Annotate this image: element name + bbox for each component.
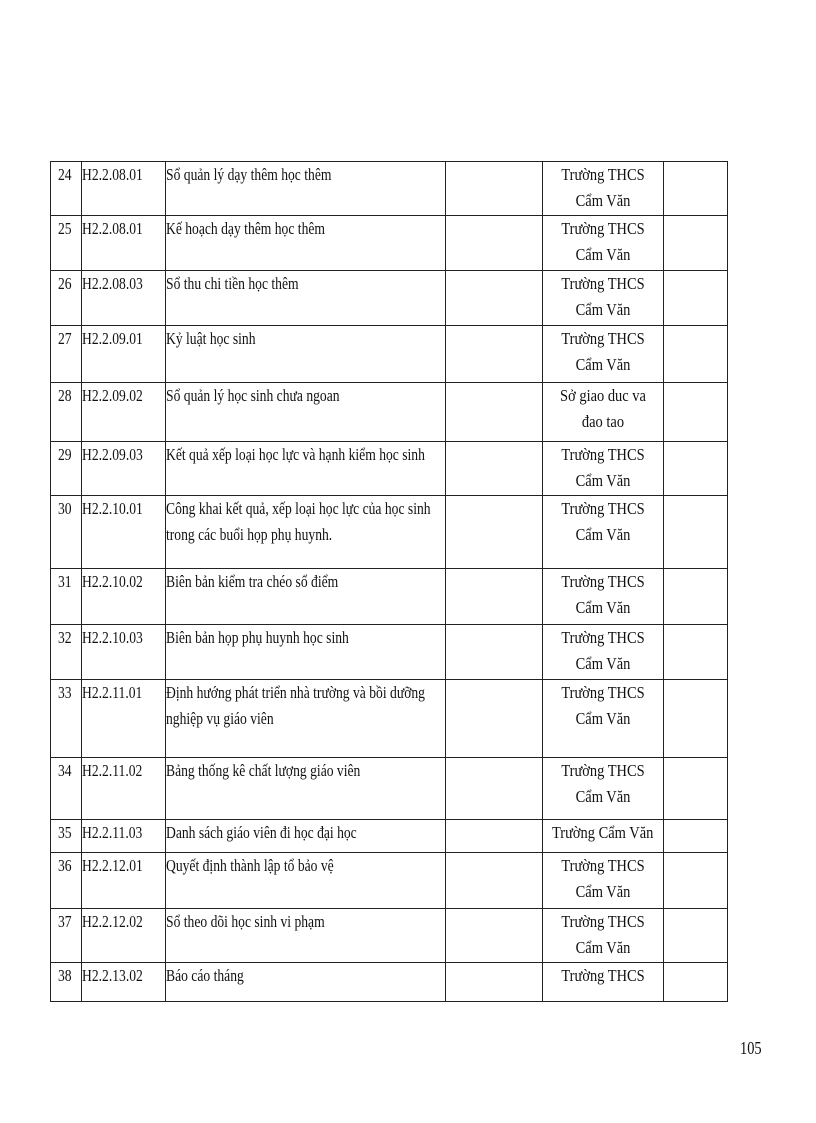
table-row [51, 625, 728, 680]
issuing-place-cell [543, 569, 664, 625]
issuing-place-cell-text: Trường THCS Cẩm Văn [561, 761, 645, 806]
evidence-name-cell-text: Danh sách giáo viên đi học đại học [166, 823, 357, 842]
evidence-code-cell [82, 216, 166, 271]
note-cell [664, 625, 728, 680]
evidence-name-cell-text: Báo cáo tháng [166, 966, 244, 985]
row-number-cell [51, 162, 82, 216]
table-row [51, 909, 728, 963]
table-row [51, 963, 728, 1002]
note-cell [664, 496, 728, 569]
evidence-name-cell [166, 162, 446, 216]
row-number-cell-text: 25 [57, 219, 72, 238]
evidence-code-cell [82, 271, 166, 326]
evidence-code-cell [82, 442, 166, 496]
row-number-cell [51, 758, 82, 820]
row-number-cell [51, 383, 82, 442]
evidence-code-cell-text: H2.2.09.03 [82, 445, 143, 464]
row-number-cell-text: 32 [57, 628, 72, 647]
table-row [51, 758, 728, 820]
issuing-place-cell [543, 442, 664, 496]
evidence-code-cell-text: H2.2.12.02 [82, 912, 143, 931]
empty-cell [446, 442, 543, 496]
evidence-code-cell-text: H2.2.13.02 [82, 966, 143, 985]
table-row [51, 680, 728, 758]
issuing-place-cell-text: Trường THCS [561, 966, 645, 985]
row-number-cell [51, 625, 82, 680]
row-number-cell-text: 36 [57, 856, 72, 875]
evidence-code-cell [82, 496, 166, 569]
evidence-code-cell [82, 326, 166, 383]
evidence-name-cell-text: Công khai kết quả, xếp loại học lực của học sinh trong các buổi họp phụ huynh. [166, 499, 431, 544]
issuing-place-cell-text: Trường THCS Cẩm Văn [561, 572, 645, 617]
evidence-name-cell [166, 569, 446, 625]
row-number-cell-text: 30 [57, 499, 72, 518]
row-number-cell [51, 326, 82, 383]
issuing-place-cell-text: Trường THCS Cẩm Văn [561, 683, 645, 728]
note-cell [664, 326, 728, 383]
evidence-name-cell [166, 909, 446, 963]
evidence-table-body [51, 162, 728, 1002]
evidence-name-cell [166, 496, 446, 569]
evidence-name-cell [166, 853, 446, 909]
evidence-name-cell [166, 680, 446, 758]
table-row [51, 853, 728, 909]
evidence-name-cell [166, 326, 446, 383]
note-cell [664, 820, 728, 853]
issuing-place-cell [543, 909, 664, 963]
note-cell [664, 442, 728, 496]
issuing-place-cell-text: Trường THCS Cẩm Văn [561, 628, 645, 673]
evidence-name-cell-text: Sổ theo dõi học sinh vi phạm [166, 912, 325, 931]
empty-cell [446, 963, 543, 1002]
evidence-name-cell-text: Biên bản kiểm tra chéo sổ điểm [166, 572, 339, 591]
evidence-name-cell [166, 383, 446, 442]
issuing-place-cell-text: Trường THCS Cẩm Văn [561, 165, 645, 210]
issuing-place-cell [543, 820, 664, 853]
evidence-name-cell-text: Kế hoạch dạy thêm học thêm [166, 219, 325, 238]
note-cell [664, 909, 728, 963]
note-cell [664, 162, 728, 216]
evidence-name-cell-text: Kỷ luật học sinh [166, 329, 256, 348]
issuing-place-cell-text: Sở giao duc va đao tao [560, 386, 646, 431]
note-cell [664, 963, 728, 1002]
issuing-place-cell [543, 162, 664, 216]
empty-cell [446, 680, 543, 758]
table-row [51, 216, 728, 271]
empty-cell [446, 909, 543, 963]
evidence-code-cell-text: H2.2.11.03 [82, 823, 143, 842]
evidence-code-cell [82, 680, 166, 758]
empty-cell [446, 496, 543, 569]
table-row [51, 383, 728, 442]
row-number-cell-text: 24 [57, 165, 72, 184]
empty-cell [446, 216, 543, 271]
evidence-name-cell [166, 758, 446, 820]
row-number-cell-text: 27 [57, 329, 72, 348]
note-cell [664, 853, 728, 909]
evidence-name-cell-text: Định hướng phát triển nhà trường và bồi dưỡng nghiệp vụ giáo viên [166, 683, 425, 728]
evidence-name-cell-text: Biên bản họp phụ huynh học sinh [166, 628, 349, 647]
issuing-place-cell [543, 271, 664, 326]
issuing-place-cell [543, 326, 664, 383]
issuing-place-cell [543, 758, 664, 820]
evidence-code-cell-text: H2.2.10.01 [82, 499, 143, 518]
evidence-code-cell-text: H2.2.12.01 [82, 856, 143, 875]
evidence-code-cell-text: H2.2.11.01 [82, 683, 143, 702]
evidence-table [50, 161, 728, 1002]
empty-cell [446, 569, 543, 625]
evidence-name-cell [166, 963, 446, 1002]
row-number-cell [51, 909, 82, 963]
issuing-place-cell [543, 853, 664, 909]
evidence-code-cell-text: H2.2.11.02 [82, 761, 143, 780]
note-cell [664, 271, 728, 326]
evidence-code-cell [82, 758, 166, 820]
row-number-cell-text: 35 [57, 823, 72, 842]
row-number-cell [51, 963, 82, 1002]
evidence-code-cell [82, 820, 166, 853]
row-number-cell-text: 37 [57, 912, 72, 931]
empty-cell [446, 271, 543, 326]
page-number: 105 [740, 1038, 762, 1058]
row-number-cell-text: 33 [57, 683, 72, 702]
issuing-place-cell-text: Trường THCS Cẩm Văn [561, 912, 645, 957]
evidence-name-cell [166, 820, 446, 853]
empty-cell [446, 758, 543, 820]
empty-cell [446, 853, 543, 909]
evidence-code-cell-text: H2.2.08.01 [82, 165, 143, 184]
evidence-code-cell-text: H2.2.09.01 [82, 329, 143, 348]
empty-cell [446, 625, 543, 680]
evidence-name-cell-text: Sổ thu chi tiền học thêm [166, 274, 299, 293]
row-number-cell-text: 26 [57, 274, 72, 293]
row-number-cell [51, 820, 82, 853]
evidence-name-cell [166, 271, 446, 326]
evidence-name-cell-text: Quyết định thành lập tổ bảo vệ [166, 856, 334, 875]
evidence-name-cell-text: Bảng thống kê chất lượng giáo viên [166, 761, 361, 780]
evidence-code-cell [82, 383, 166, 442]
evidence-code-cell [82, 963, 166, 1002]
note-cell [664, 569, 728, 625]
issuing-place-cell-text: Trường Cẩm Văn [552, 823, 654, 842]
evidence-code-cell-text: H2.2.08.01 [82, 219, 143, 238]
issuing-place-cell-text: Trường THCS Cẩm Văn [561, 499, 645, 544]
evidence-code-cell-text: H2.2.10.03 [82, 628, 143, 647]
note-cell [664, 216, 728, 271]
table-row [51, 569, 728, 625]
table-row [51, 820, 728, 853]
table-row [51, 162, 728, 216]
issuing-place-cell-text: Trường THCS Cẩm Văn [561, 219, 645, 264]
issuing-place-cell [543, 625, 664, 680]
evidence-name-cell [166, 625, 446, 680]
issuing-place-cell [543, 680, 664, 758]
evidence-code-cell [82, 625, 166, 680]
row-number-cell [51, 271, 82, 326]
row-number-cell-text: 38 [57, 966, 72, 985]
row-number-cell [51, 496, 82, 569]
empty-cell [446, 820, 543, 853]
row-number-cell [51, 680, 82, 758]
empty-cell [446, 383, 543, 442]
evidence-code-cell [82, 909, 166, 963]
table-row [51, 326, 728, 383]
row-number-cell-text: 31 [57, 572, 72, 591]
empty-cell [446, 162, 543, 216]
evidence-name-cell [166, 442, 446, 496]
evidence-code-cell-text: H2.2.08.03 [82, 274, 143, 293]
issuing-place-cell-text: Trường THCS Cẩm Văn [561, 329, 645, 374]
issuing-place-cell-text: Trường THCS Cẩm Văn [561, 856, 645, 901]
evidence-name-cell [166, 216, 446, 271]
issuing-place-cell [543, 496, 664, 569]
issuing-place-cell [543, 383, 664, 442]
row-number-cell [51, 853, 82, 909]
table-row [51, 496, 728, 569]
evidence-code-cell [82, 162, 166, 216]
issuing-place-cell-text: Trường THCS Cẩm Văn [561, 274, 645, 319]
evidence-code-cell-text: H2.2.09.02 [82, 386, 143, 405]
table-row [51, 442, 728, 496]
issuing-place-cell [543, 216, 664, 271]
table-row [51, 271, 728, 326]
row-number-cell [51, 216, 82, 271]
row-number-cell-text: 29 [57, 445, 72, 464]
issuing-place-cell [543, 963, 664, 1002]
row-number-cell-text: 28 [57, 386, 72, 405]
row-number-cell [51, 442, 82, 496]
evidence-code-cell [82, 569, 166, 625]
note-cell [664, 383, 728, 442]
evidence-code-cell [82, 853, 166, 909]
evidence-name-cell-text: Sổ quản lý học sinh chưa ngoan [166, 386, 340, 405]
row-number-cell-text: 34 [57, 761, 72, 780]
empty-cell [446, 326, 543, 383]
issuing-place-cell-text: Trường THCS Cẩm Văn [561, 445, 645, 490]
row-number-cell [51, 569, 82, 625]
evidence-code-cell-text: H2.2.10.02 [82, 572, 143, 591]
evidence-name-cell-text: Kết quả xếp loại học lực và hạnh kiểm học sinh [166, 445, 425, 464]
note-cell [664, 758, 728, 820]
evidence-name-cell-text: Sổ quản lý dạy thêm học thêm [166, 165, 332, 184]
note-cell [664, 680, 728, 758]
